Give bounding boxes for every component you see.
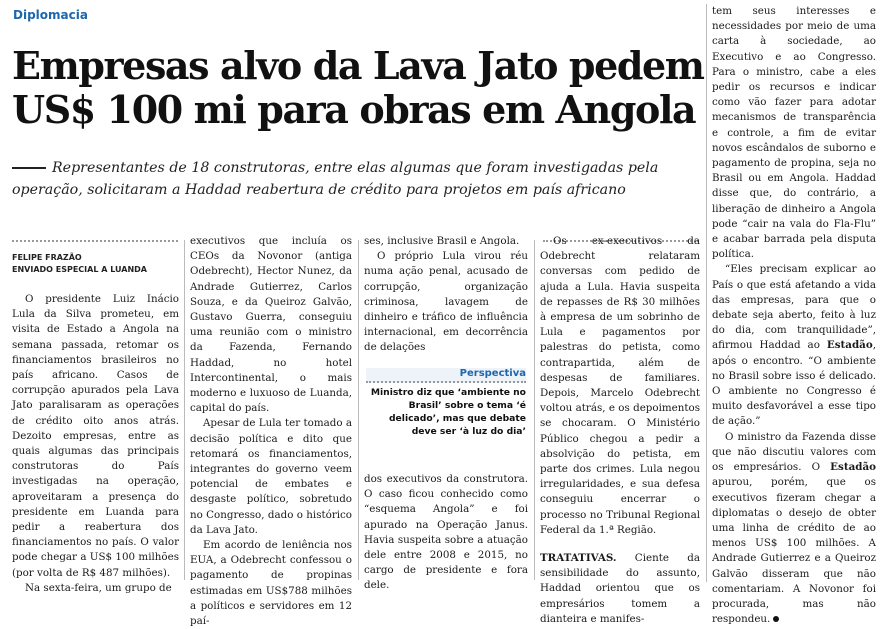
byline — [12, 252, 147, 276]
estadao-name: Estadão — [826, 339, 873, 352]
perspectiva-text: Ministro diz que ‘ambiente no Brasil’ sobre o tema ‘é delicado’, mas que debate deve ser ‘à luz do dia’ — [370, 387, 526, 437]
col5-paragraph — [712, 262, 876, 429]
col2-paragraph: Apesar de Lula ter tomado a decisão política e dito que retomará os financiamentos, integrantes do governo veem potencial de embates e desgaste político, sobretudo no Congresso, dado o histórico da Lava Jato. — [190, 417, 352, 536]
tratativas-keyword: TRATATIVAS. — [540, 552, 617, 565]
column-3-bottom — [364, 472, 528, 594]
col5-p2-end: , após o encontro. “O ambiente no Brasil sobre isso é delicado. O ambiente no Congresso é muito desfavorável a esse tipo de ação.” — [712, 339, 876, 428]
col5-paragraph — [712, 430, 876, 628]
column-2 — [190, 234, 352, 629]
col5-p3-end: apurou, porém, que os executivos fizeram chegar a diplomatas o desejo de obter uma linha de crédito de ao menos US$ 100 milhões. A Andrade Gutierrez e a Queiroz Galvão disseram que não comentariam. A Novonor foi procurada, mas não respondeu. — [712, 476, 876, 626]
col3-paragraph: dos executivos da construtora. O caso ficou conhecido como “esquema Angola” e foi apurado na Operação Janus. Havia suspeita sobre a atuação dele entre 2008 e 2015, no cargo de presidente e fora dele. — [364, 473, 528, 592]
byline-role: ENVIADO ESPECIAL A LUANDA — [12, 265, 147, 274]
col1-paragraph: O presidente Luiz Inácio Lula da Silva prometeu, em visita de Estado a Angola na semana passada, retomar os financiamentos brasileiros no país africano. Casos de corrupção apurados pela Lava Jato paralisaram as operações de crédito oito anos atrás. Dezoito empresas, entre as quais algumas das principais construtoras do País investigadas na operação, aproveitaram a presença do presidente em Luanda para pedir a reabertura dos financiamentos no país. O valor pode chegar a US$ 100 milhões (por volta de R$ 487 milhões). — [12, 293, 179, 579]
perspectiva-box — [366, 368, 526, 438]
col3-paragraph: O próprio Lula virou réu numa ação penal, acusado de corrupção, organização criminosa, lavagem de dinheiro e tráfico de influência internacional, em decorrência de delações — [364, 250, 528, 354]
col4-paragraph: Os ex-executivos da Odebrecht relataram conversas com pedido de ajuda a Lula. Havia suspeita de repasses de R$ 30 milhões à empresa de um sobrinho de Lula e pagamentos por palestras do petista, como contrapartida, além de despesas de familiares. Depois, Marcelo Odebrecht voltou atrás, e os depoimentos se chocaram. O Ministério Público chegou a pedir a absolvição do petista, em parte dos crimes. Lula negou irregularidades, e sua defesa conseguiu encerrar o processo no Tribunal Regional Federal da 1.ª Região. — [540, 235, 700, 536]
col4-tratativas — [540, 551, 700, 627]
deck-text: Representantes de 18 construtoras, entre elas algumas que foram investigadas pela operação, solicitaram a Haddad reabertura de crédito para projetos em país africano — [12, 160, 659, 198]
column-rule-1 — [12, 240, 178, 242]
tratativas-text: Ciente da sensibilidade do assunto, Haddad orientou que os empresários tomem a dianteira e manifes- — [540, 552, 700, 625]
column-divider — [184, 240, 185, 580]
estadao-name: Estadão — [830, 461, 876, 474]
column-4 — [540, 234, 700, 627]
column-5 — [712, 4, 876, 627]
deck — [12, 157, 712, 201]
column-1 — [12, 292, 179, 596]
deck-dash — [12, 167, 46, 169]
end-bullet-icon — [773, 616, 779, 622]
column-3-top — [364, 234, 528, 356]
col5-p3-start: O ministro da Fazenda disse que não discutiu valores com os empresários. O — [712, 430, 876, 474]
col3-paragraph: ses, inclusive Brasil e Angola. — [364, 235, 520, 247]
perspectiva-label: Perspectiva — [366, 368, 526, 383]
headline: Empresas alvo da Lava Jato pedem US$ 100 mi para obras em Angola — [12, 43, 704, 132]
section-label: Diplomacia — [13, 8, 88, 22]
column-divider — [358, 240, 359, 580]
col5-p2-start: “Eles precisam explicar ao País o que está afetando a vida das empresas, para que o debate seja aberto, feito à luz do dia, com tranquilidade”, afirmou Haddad ao — [712, 263, 876, 352]
byline-author: FELIPE FRAZÃO — [12, 253, 82, 262]
col2-paragraph: Em acordo de leniência nos EUA, a Odebrecht confessou o pagamento de propinas estimadas em US$788 milhões a políticos e servidores em 12 paí- — [190, 539, 352, 628]
col2-paragraph: executivos que incluía os CEOs da Novonor (antiga Odebrecht), Hector Nunez, da Andrade Gutierrez, Carlos Souza, e da Queiroz Galvão, Gustavo Guerra, conseguiu uma reunião com o ministro da Fazenda, Fernando Haddad, no hotel Intercontinental, o mais moderno e luxuoso de Luanda, capital do país. — [190, 235, 352, 415]
col1-paragraph: Na sexta-feira, um grupo de — [25, 581, 172, 594]
col5-paragraph: tem seus interesses e necessidades por meio de uma carta à sociedade, ao Executivo e ao Congresso. Para o ministro, cabe a eles pedir os recursos e indicar como vão fazer para adotar mecanismos de transparência e controle, a fim de evitar novos escândalos de suborno e pagamento de propina, seja no Brasil ou em Angola. Haddad disse que, do contrário, a liberação de dinheiro a Angola pode “cair na vala do Fla-Flu” e acabar barrada pela disputa política. — [712, 5, 876, 261]
column-divider — [534, 240, 535, 580]
column-divider — [706, 4, 707, 582]
